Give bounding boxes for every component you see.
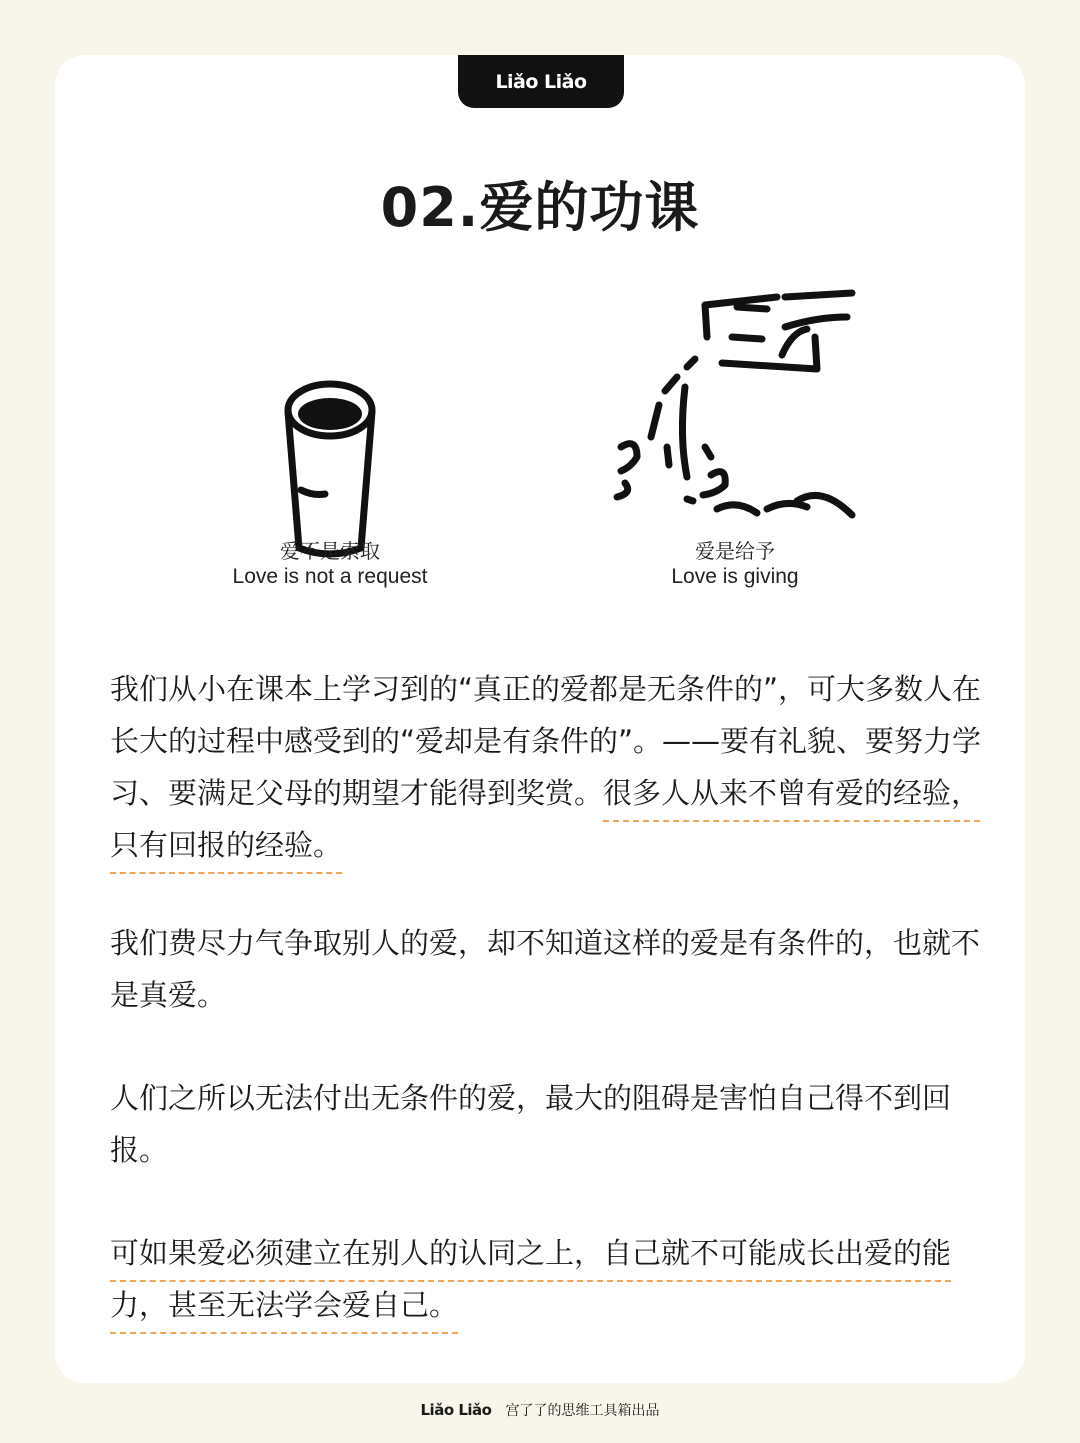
paragraph-3: 人们之所以无法付出无条件的爱，最大的阻碍是害怕自己得不到回报。 bbox=[110, 1081, 952, 1167]
paragraph-1-text: 我们从小在课本上学习到的“真正的爱都是无条件的”，可大多数人在长大的过程中感受到的“爱却是有条件的”。——要有礼貌、要努力学习、要满足父母的期望才能得到奖赏。 bbox=[110, 672, 982, 810]
footer bbox=[0, 1400, 1080, 1420]
paragraph-2: 我们费尽力气争取别人的爱，却不知道这样的爱是有条件的，也就不是真爱。 bbox=[110, 926, 981, 1012]
highlighted-paragraph: 可如果爱必须建立在别人的认同之上，自己就不可能成长出爱的能力，甚至无法学会爱自己。 bbox=[110, 1236, 951, 1334]
content-card bbox=[55, 55, 1025, 1383]
caption-giving bbox=[615, 539, 855, 589]
caption-en: Love is not a request bbox=[232, 565, 428, 588]
brand-logo-text: Liǎo Liǎo bbox=[495, 70, 587, 93]
page-title: 02.爱的功课 bbox=[380, 176, 700, 239]
highlighted-sentence: 很多人从来不曾有爱的经验，只有回报的经验。 bbox=[110, 776, 980, 874]
caption-en: Love is giving bbox=[671, 565, 799, 588]
pouring-hand-icon bbox=[607, 287, 867, 527]
caption-cn: 爱是给予 bbox=[695, 539, 775, 563]
caption-not-request bbox=[210, 539, 450, 589]
caption-cn: 爱不是索取 bbox=[280, 539, 380, 563]
footer-brand-logo: Liǎo Liǎo bbox=[420, 1401, 492, 1419]
brand-logo-tab bbox=[458, 55, 624, 108]
footer-text: 宫了了的思维工具箱出品 bbox=[505, 1403, 660, 1419]
paragraph-4 bbox=[110, 1227, 990, 1331]
paragraph-1 bbox=[110, 663, 990, 871]
